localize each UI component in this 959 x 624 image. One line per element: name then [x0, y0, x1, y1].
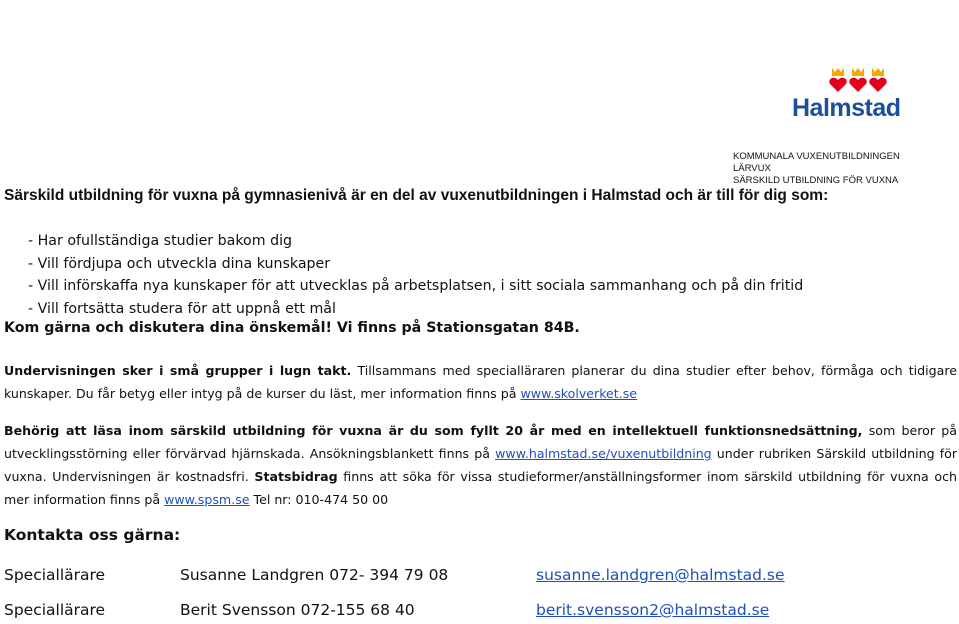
list-item: - Vill införskaffa nya kunskaper för att utvecklas på arbetsplatsen, i sitt sociala sammanhang och på din fritid: [28, 278, 804, 294]
bullet-list: [28, 230, 803, 320]
phone-text: Tel nr: 010-474 50 00: [249, 492, 389, 507]
info-paragraph-teaching: [4, 359, 957, 405]
eligibility-bold: Behörig att läsa inom särskild utbildning för vuxna är du som fyllt 20 år med en intellektuell funktionsnedsättning,: [4, 423, 863, 438]
contact-heading: Kontakta oss gärna:: [4, 526, 181, 544]
dept-line: KOMMUNALA VUXENUTBILDNINGEN: [733, 151, 900, 162]
list-item: - Har ofullständiga studier bakom dig: [28, 233, 293, 249]
halmstad-link[interactable]: www.halmstad.se/vuxenutbildning: [495, 446, 712, 461]
contact-email-link[interactable]: berit.svensson2@halmstad.se: [536, 601, 770, 619]
dept-line: SÄRSKILD UTBILDNING FÖR VUXNA: [733, 175, 899, 186]
spsm-link[interactable]: www.spsm.se: [164, 492, 250, 507]
contact-email-link[interactable]: susanne.landgren@halmstad.se: [536, 566, 785, 584]
contact-row: [4, 601, 954, 623]
skolverket-link[interactable]: www.skolverket.se: [520, 386, 638, 401]
department-name: [733, 151, 900, 187]
logo-wordmark: Halmstad: [792, 94, 901, 122]
page-title: Särskild utbildning för vuxna på gymnasienivå är en del av vuxenutbildningen i Halmstad och är till för dig som:: [4, 187, 829, 204]
teaching-bold: Undervisningen sker i små grupper i lugn takt.: [4, 363, 352, 378]
contact-role: Speciallärare: [4, 566, 106, 584]
eligibility-text-3: finns att söka för vissa studieformer/anställningsformer inom särskild utbildning för vuxna och mer information finns på: [4, 469, 958, 507]
list-item: - Vill fortsätta studera för att uppnå ett mål: [28, 300, 336, 317]
contact-name-phone: Susanne Landgren 072- 394 79 08: [180, 566, 449, 584]
contact-name-phone: Berit Svensson 072-155 68 40: [180, 601, 415, 619]
info-paragraph-eligibility: [4, 419, 957, 511]
contact-role: Speciallärare: [4, 601, 106, 619]
eligibility-text: som beror på utvecklingsstörning eller förvärvad hjärnskada. Ansökningsblankett finns på: [4, 423, 958, 461]
call-to-action: Kom gärna och diskutera dina önskemål! Vi finns på Stationsgatan 84B.: [4, 320, 580, 336]
contact-row: [4, 566, 954, 588]
statsbidrag-bold: Statsbidrag: [254, 469, 338, 484]
eligibility-text-2: under rubriken Särskild utbildning för vuxna. Undervisningen är kostnadsfri.: [4, 446, 958, 484]
dept-line: LÄRVUX: [733, 163, 771, 174]
list-item: - Vill fördjupa och utveckla dina kunskaper: [28, 255, 331, 272]
teaching-text: Tillsammans med specialläraren planerar du dina studier efter behov, förmåga och tidigare kunskaper. Du får betyg eller intyg på de kurser du läst, mer information finns på: [4, 363, 957, 401]
